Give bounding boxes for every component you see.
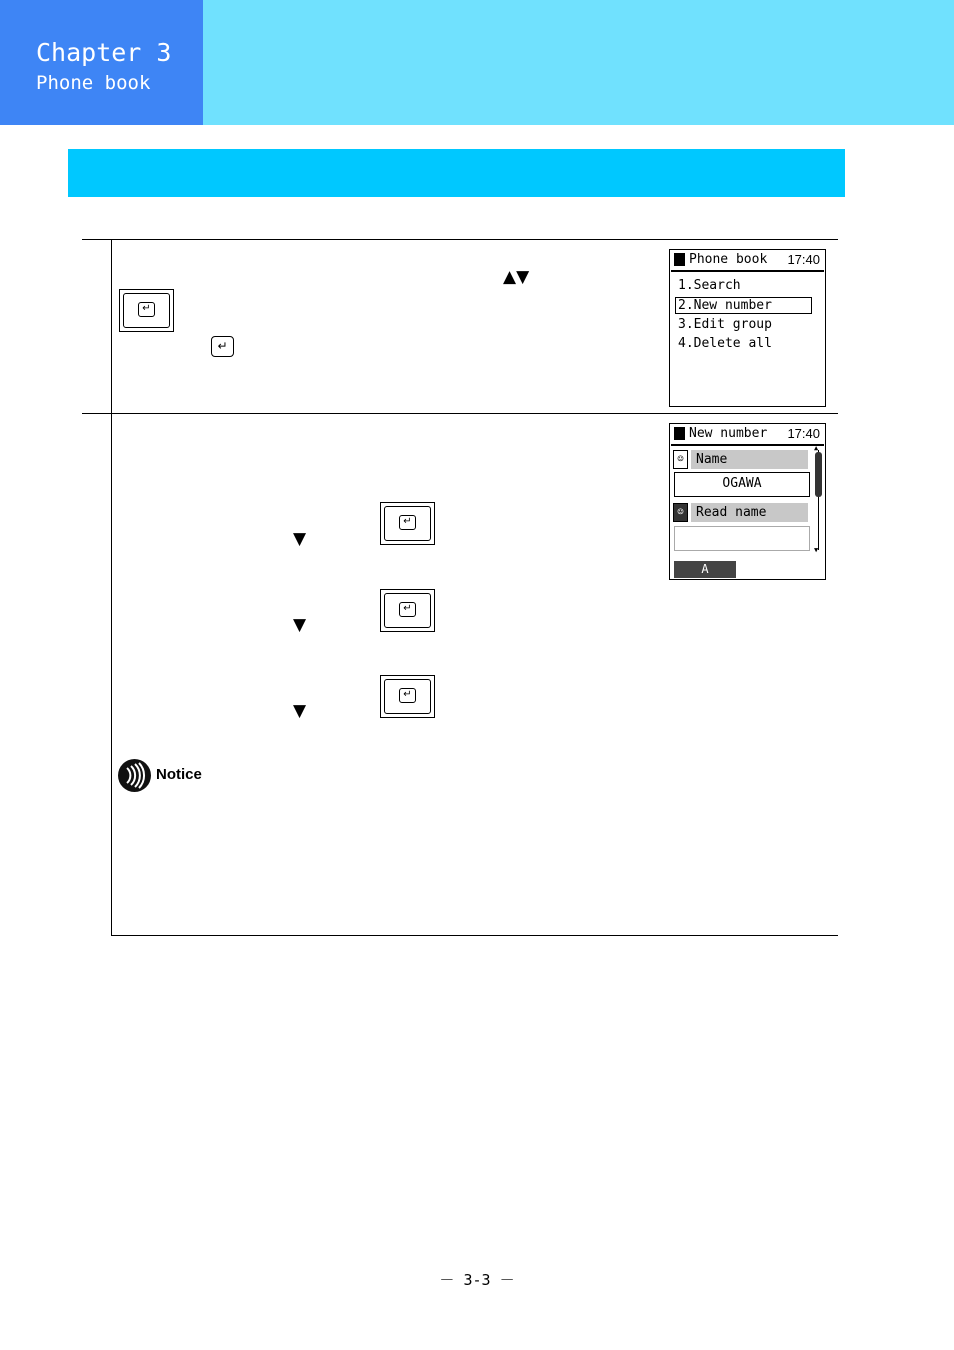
enter-key-icon: ↵ (211, 336, 234, 357)
screen-title-bar (671, 250, 824, 272)
new-number-screen (669, 423, 826, 580)
enter-key-icon: ↵ (380, 675, 435, 718)
table-top-border (82, 239, 838, 240)
scroll-up-icon: ▲ (814, 444, 819, 452)
screen-title: Phone book (689, 252, 768, 267)
scrollbar[interactable] (813, 446, 824, 554)
screen-title-bar (671, 424, 824, 446)
name-input[interactable]: OGAWA (674, 472, 810, 497)
read-name-field-label: Read name (691, 503, 808, 522)
name-field-label: Name (691, 450, 808, 469)
input-mode-indicator: A (674, 561, 736, 578)
down-arrow-icon: ▼ (293, 701, 307, 721)
person-avatar-icon: ☺ (673, 503, 688, 522)
menu-item-search[interactable]: 1.Search (678, 278, 741, 293)
table-row-divider (82, 413, 838, 414)
notice-icon (118, 759, 151, 792)
screen-status-square (674, 427, 685, 440)
down-arrow-icon: ▼ (293, 529, 307, 549)
screen-clock: 17:40 (787, 252, 820, 267)
header-banner (203, 0, 954, 125)
read-name-input[interactable] (674, 526, 810, 551)
enter-key-icon: ↵ (380, 502, 435, 545)
chapter-subtitle: Phone book (36, 72, 151, 94)
enter-key-icon: ↵ (119, 289, 174, 332)
table-bottom-border (111, 935, 838, 936)
page-number: － 3-3 － (439, 1271, 515, 1289)
table-column-divider (111, 239, 112, 936)
phone-book-screen (669, 249, 826, 407)
up-down-arrows-icon: ▲▼ (503, 267, 530, 287)
screen-title: New number (689, 426, 768, 441)
scrollbar-thumb[interactable] (815, 452, 822, 497)
scroll-down-icon: ▼ (814, 546, 819, 554)
notice-label: Notice (156, 766, 202, 783)
person-avatar-icon: ☺ (673, 450, 688, 469)
menu-item-delete-all[interactable]: 4.Delete all (678, 336, 772, 351)
menu-item-edit-group[interactable]: 3.Edit group (678, 317, 772, 332)
down-arrow-icon: ▼ (293, 615, 307, 635)
enter-key-icon: ↵ (380, 589, 435, 632)
screen-clock: 17:40 (787, 426, 820, 441)
section-title-bar (68, 149, 845, 197)
menu-item-new-number[interactable]: 2.New number (675, 297, 812, 314)
screen-status-square (674, 253, 685, 266)
chapter-title: Chapter 3 (36, 38, 172, 67)
